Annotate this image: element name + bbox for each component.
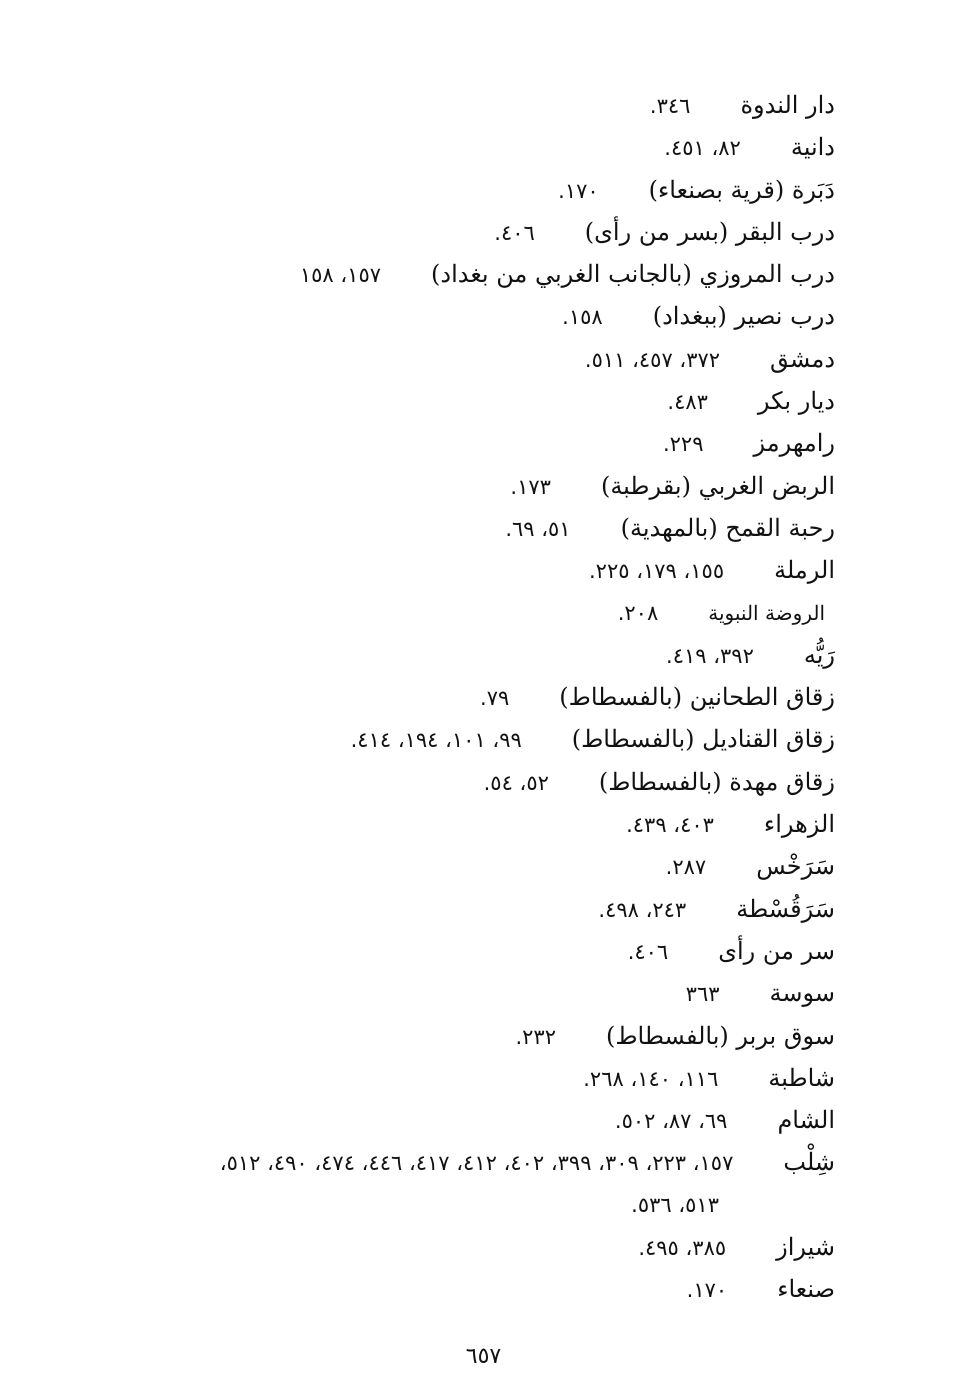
- entry-name: صنعاء: [777, 1275, 835, 1304]
- entry-name: رحبة القمح (بالمهدية): [620, 513, 835, 542]
- entry-name: الروضة النبوية: [708, 600, 825, 625]
- entry-pages: ٢٨٧.: [665, 855, 707, 880]
- index-entry: [75, 718, 835, 760]
- entry-name: الزهراء: [763, 810, 835, 839]
- entry-name: سوسة: [769, 979, 835, 1008]
- entry-pages: ١٥٧، ١٥٨: [299, 263, 382, 288]
- index-entry: [75, 422, 835, 464]
- index-entry-continuation: [75, 1184, 835, 1226]
- entry-name: درب المروزي (بالجانب الغربي من بغداد): [431, 260, 835, 289]
- index-entry: [75, 803, 835, 845]
- entry-name: شِلْب: [783, 1148, 835, 1177]
- index-entry: [75, 126, 835, 168]
- index-entry: [75, 338, 835, 380]
- entry-name: دار الندوة: [740, 91, 835, 119]
- index-entry: [75, 1015, 835, 1057]
- entry-pages: ١٧٠.: [558, 178, 599, 203]
- index-entry: [75, 295, 835, 337]
- entry-pages: ٥١٣، ٥٣٦.: [631, 1192, 719, 1217]
- index-entry: [75, 380, 835, 422]
- entry-name: زقاق مهدة (بالفسطاط): [598, 767, 835, 796]
- index-entry: [75, 676, 835, 718]
- entry-name: رامهرمز: [753, 429, 835, 458]
- index-entry: [75, 84, 835, 126]
- entry-pages: ١٧٣.: [510, 474, 551, 499]
- entry-pages: ١٥٥، ١٧٩، ٢٢٥.: [588, 559, 725, 584]
- entry-name: شاطبة: [768, 1063, 835, 1092]
- entry-pages: ٥١، ٦٩.: [505, 516, 571, 541]
- entry-pages: ٨٢، ٤٥١.: [664, 136, 741, 161]
- page-number: ٦٥٧: [465, 1344, 502, 1369]
- entry-name: دَبَرة (قرية بصنعاء): [648, 175, 835, 204]
- entry-name: زقاق القناديل (بالفسطاط): [571, 725, 835, 754]
- place-index-list: [75, 84, 835, 1311]
- entry-pages: ١٥٧، ٢٢٣، ٣٠٩، ٣٩٩، ٤٠٢، ٤١٢، ٤١٧، ٤٤٦، ٤٧٤، ٤٩٠، ٥١٢،: [219, 1151, 734, 1176]
- entry-name: الرملة: [774, 556, 835, 585]
- entry-pages: ٢٠٨.: [617, 600, 659, 625]
- entry-name: سر من رأى: [718, 936, 835, 965]
- entry-name: سوق بربر (بالفسطاط): [605, 1021, 835, 1050]
- index-entry: [75, 930, 835, 972]
- entry-pages: ١٧٠.: [686, 1278, 728, 1303]
- index-entry: [75, 507, 835, 549]
- entry-pages: ٣٨٥، ٤٩٥.: [638, 1236, 727, 1261]
- entry-pages: ١١٦، ١٤٠، ٢٦٨.: [583, 1066, 719, 1091]
- entry-name: دمشق: [770, 344, 835, 373]
- entry-pages: ٣٦٣: [685, 982, 720, 1007]
- index-entry: [75, 1099, 835, 1141]
- entry-pages: ٢٤٣، ٤٩٨.: [598, 897, 687, 922]
- entry-pages: ٢٣٢.: [515, 1024, 556, 1049]
- index-entry: [75, 972, 835, 1014]
- index-entry: [75, 1226, 835, 1268]
- entry-pages: ١٥٨.: [562, 305, 603, 330]
- entry-pages: ٤٨٣.: [667, 390, 708, 415]
- entry-pages: ٤٠٦.: [627, 939, 669, 964]
- index-entry: [75, 845, 835, 887]
- entry-name: سَرَقُسْطة: [736, 894, 835, 923]
- index-entry: [75, 549, 835, 591]
- index-entry: [75, 761, 835, 803]
- index-entry: [75, 211, 835, 253]
- entry-name: دانية: [790, 133, 835, 162]
- entry-name: زقاق الطحانين (بالفسطاط): [559, 683, 835, 712]
- entry-pages: ٩٩، ١٠١، ١٩٤، ٤١٤.: [350, 728, 522, 753]
- entry-pages: ٣٩٢، ٤١٩.: [666, 643, 754, 668]
- entry-pages: ٤٠٦.: [494, 220, 535, 245]
- index-entry: [75, 1141, 835, 1183]
- index-entry: [75, 253, 835, 295]
- entry-name: الربض الغربي (بقرطبة): [600, 471, 835, 500]
- index-entry: [75, 888, 835, 930]
- index-entry: [75, 1268, 835, 1310]
- index-entry: [75, 465, 835, 507]
- index-entry: [75, 169, 835, 211]
- entry-pages: ٣٧٢، ٤٥٧، ٥١١.: [584, 347, 721, 372]
- entry-name: ديار بكر: [757, 387, 835, 416]
- entry-name: درب البقر (بسر من رأى): [584, 217, 835, 246]
- entry-pages: ٣٤٦.: [649, 94, 691, 118]
- entry-pages: ٤٠٣، ٤٣٩.: [626, 813, 714, 838]
- entry-pages: ٧٩.: [480, 686, 510, 711]
- entry-pages: ٦٩، ٨٧، ٥٠٢.: [614, 1109, 728, 1134]
- entry-name: سَرَخْس: [756, 852, 835, 881]
- entry-pages: ٥٢، ٥٤.: [483, 770, 549, 795]
- entry-name: الشام: [777, 1106, 835, 1135]
- entry-name: درب نصير (ببغداد): [652, 302, 835, 331]
- index-entry: [75, 634, 835, 676]
- entry-pages: ٢٢٩.: [662, 432, 704, 457]
- index-entry: [75, 592, 835, 634]
- index-entry: [75, 1057, 835, 1099]
- entry-name: رَيُّه: [803, 640, 835, 669]
- entry-name: شيراز: [776, 1233, 835, 1262]
